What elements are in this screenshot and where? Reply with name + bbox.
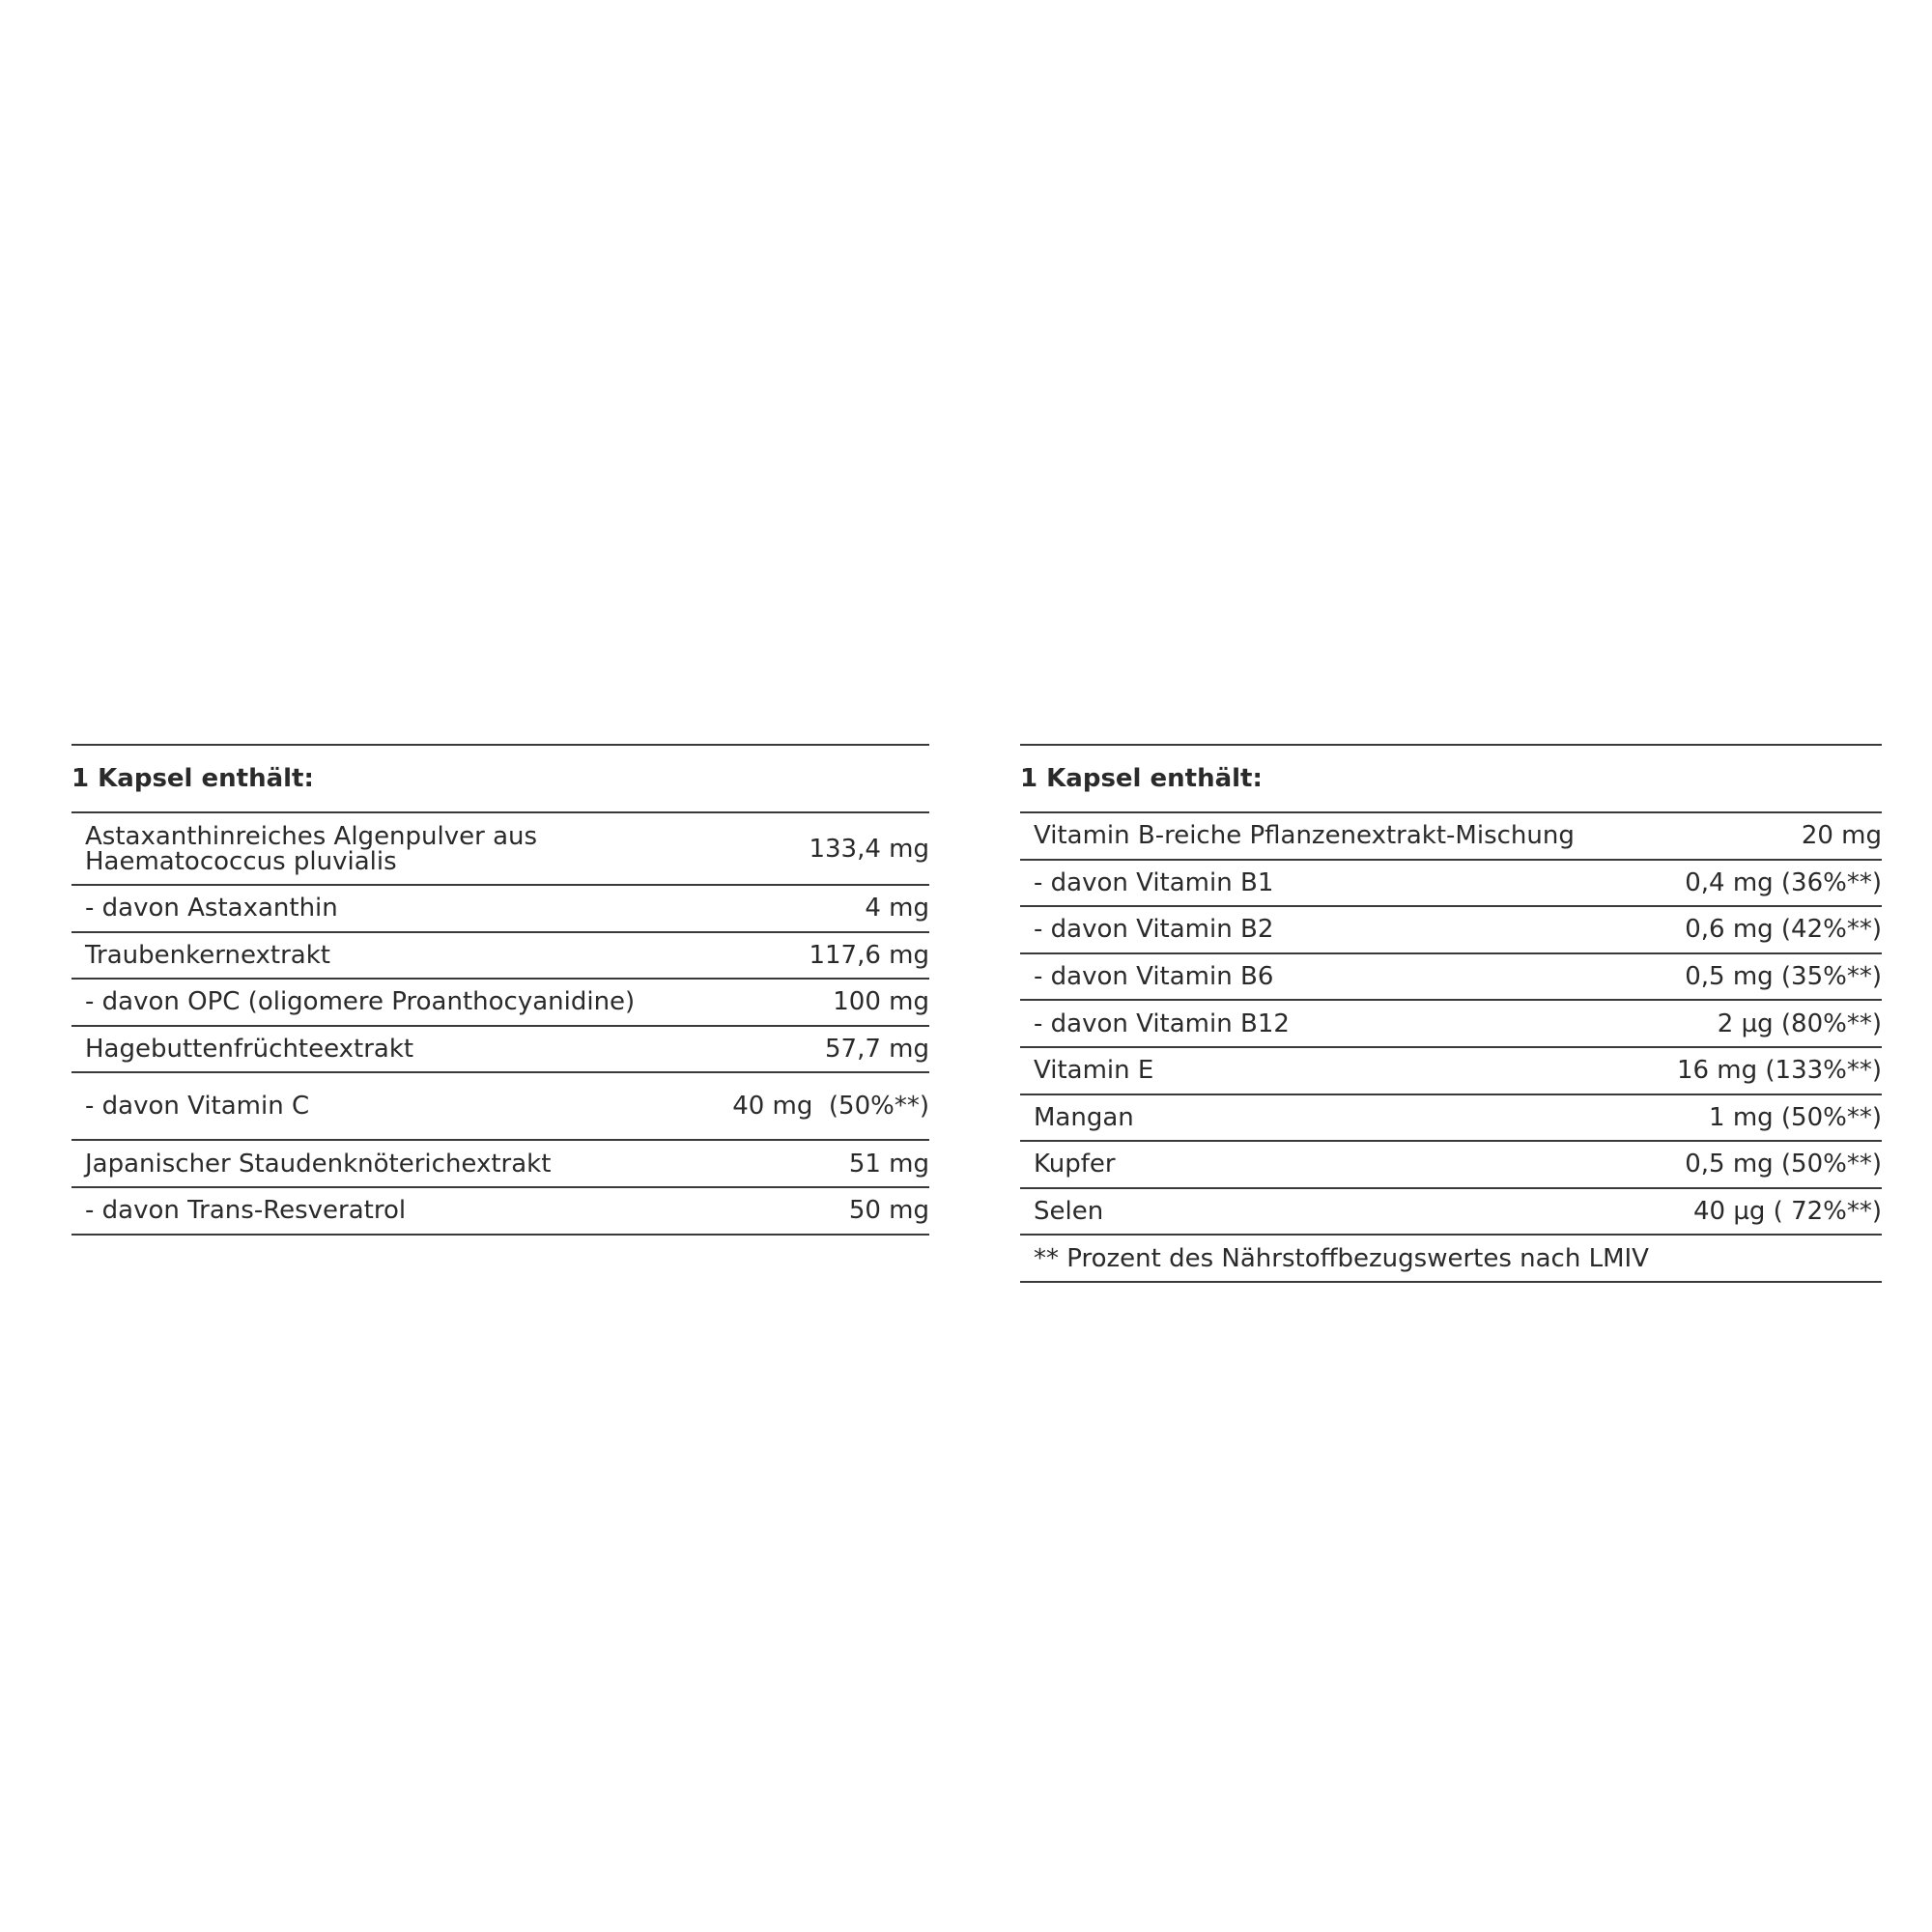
ingredient-name: - davon OPC (oligomere Proanthocyanidine) — [85, 987, 636, 1017]
ingredient-amount: 100 mg — [833, 987, 929, 1017]
table-row — [71, 1188, 929, 1236]
ingredient-amount: 16 mg (133%**) — [1676, 1056, 1882, 1086]
table-row — [1020, 954, 1882, 1002]
ingredient-name-line1: Astaxanthinreiches Algenpulver aus — [85, 821, 538, 851]
ingredient-amount: 1 mg (50%**) — [1709, 1102, 1882, 1132]
table-row — [1020, 1048, 1882, 1095]
ingredient-amount: 117,6 mg — [809, 940, 929, 970]
ingredient-amount: 40 mg (50%**) — [732, 1092, 929, 1122]
ingredient-amount: 51 mg — [848, 1149, 929, 1179]
left-nutrition-table — [71, 744, 929, 1236]
left-table-header: 1 Kapsel enthält: — [71, 744, 929, 813]
ingredient-name: Traubenkernextrakt — [85, 940, 330, 970]
ingredient-amount: 133,4 mg — [809, 834, 929, 864]
ingredient-amount: 4 mg — [865, 894, 929, 923]
ingredient-name: Hagebuttenfrüchteextrakt — [85, 1035, 414, 1065]
table-row — [71, 1073, 929, 1141]
ingredient-name: Kupfer — [1034, 1150, 1116, 1179]
table-row — [71, 980, 929, 1027]
ingredient-name-line2: Haematococcus pluvialis — [85, 846, 397, 876]
ingredient-name: - davon Vitamin B2 — [1034, 915, 1274, 945]
ingredient-amount: 0,6 mg (42%**) — [1685, 915, 1882, 945]
table-row — [71, 1027, 929, 1074]
footnote: ** Prozent des Nährstoffbezugswertes nach LMIV — [1020, 1236, 1882, 1283]
table-row — [1020, 907, 1882, 954]
ingredient-name — [85, 821, 809, 876]
table-row — [1020, 1189, 1882, 1236]
right-table-header: 1 Kapsel enthält: — [1020, 744, 1882, 813]
ingredient-amount: 50 mg — [848, 1196, 929, 1226]
ingredient-amount: 0,5 mg (50%**) — [1685, 1150, 1882, 1179]
ingredient-name: - davon Astaxanthin — [85, 894, 338, 923]
ingredient-name: Selen — [1034, 1197, 1104, 1227]
table-row — [1020, 1095, 1882, 1143]
right-nutrition-table — [1020, 744, 1882, 1283]
ingredient-amount: 57,7 mg — [825, 1035, 929, 1065]
ingredient-name: - davon Trans-Resveratrol — [85, 1196, 407, 1226]
ingredient-name: Vitamin E — [1034, 1056, 1154, 1086]
table-row — [71, 886, 929, 933]
ingredient-amount: 2 µg (80%**) — [1717, 1009, 1882, 1038]
ingredient-amount: 20 mg — [1801, 821, 1882, 851]
table-row — [1020, 1142, 1882, 1189]
ingredient-name: - davon Vitamin B1 — [1034, 867, 1274, 897]
ingredient-name: - davon Vitamin C — [85, 1092, 310, 1122]
ingredient-amount: 40 µg ( 72%**) — [1693, 1197, 1882, 1227]
table-row — [71, 813, 929, 886]
ingredient-name: - davon Vitamin B6 — [1034, 962, 1274, 992]
table-row — [1020, 813, 1882, 861]
ingredient-amount: 0,4 mg (36%**) — [1685, 867, 1882, 897]
ingredient-name: Japanischer Staudenknöterichextrakt — [85, 1149, 552, 1179]
ingredient-name: Mangan — [1034, 1102, 1134, 1132]
ingredient-name: Vitamin B-reiche Pflanzenextrakt-Mischung — [1034, 821, 1575, 851]
ingredient-amount: 0,5 mg (35%**) — [1685, 962, 1882, 992]
table-row — [1020, 1001, 1882, 1048]
ingredient-name: - davon Vitamin B12 — [1034, 1009, 1290, 1038]
table-row — [1020, 861, 1882, 908]
table-row — [71, 933, 929, 980]
table-row — [71, 1141, 929, 1188]
